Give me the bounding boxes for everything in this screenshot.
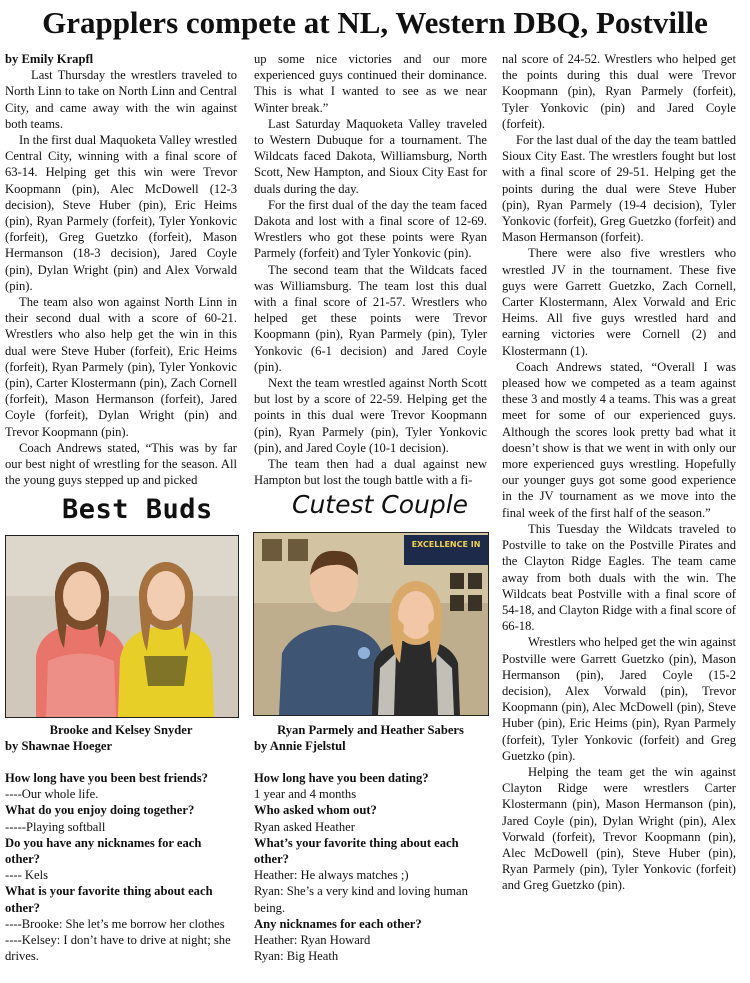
cutest-couple-qa [254,770,487,964]
best-buds-title: Best Buds [62,494,213,525]
article-paragraph: Coach Andrews stated, “Overall I was pleased how we competed as a team against these 3 and mostly 4 a teams. This was a great meet for some of our experienced guys. Although the scores look pretty bad what it doesn’t show is that we went in with only our more experienced guys wrestling. Hopefully our younger guys got some good experience in the JV tournament as we move into the final week of the first half of the season.” [502,359,736,520]
article-paragraph: Next the team wrestled against North Scott but lost by a score of 22-59. Helping get the points in this dual were Trevor Koopmann (pin), Ryan Parmely (pin), Tyler Yonkovic (pin), and Jared Coyle (10-1 decision). [254,376,487,455]
article-column-2 [254,51,487,488]
qa-question: How long have you been best friends? [5,771,208,785]
cutest-couple-byline: by Annie Fjelstul [254,739,346,754]
article-paragraph: The team then had a dual against new Hampton but lost the tough battle with a fi- [254,457,487,488]
article-paragraph: Last Thursday the wrestlers traveled to North Linn to take on North Linn and Central City, and came away with the win against both teams. [5,68,237,131]
qa-question: What is your favorite thing about each other? [5,884,213,915]
best-buds-photo-illustration [6,536,238,717]
article-paragraph: nal score of 24-52. Wrestlers who helped get the points during this dual were Trevor Koopmann (pin), Ryan Parmely (forfeit), Tyler Yonkovic (pin) and Jared Coyle (forfeit). [502,52,736,131]
qa-answer: ----Kelsey: I don’t have to drive at night; she drives. [5,933,231,964]
qa-question: What do you enjoy doing together? [5,803,195,818]
best-buds-caption [5,722,237,754]
qa-answer: ----Brooke: She let’s me borrow her clothes [5,916,225,931]
article-column-3 [502,51,736,894]
article-paragraph: The second team that the Wildcats faced was Williamsburg. The team lost this dual with a final score of 21-57. Wrestlers who helped get these points were Trevor Koopmann (pin), Ryan Parmely (pin), Tyler Yonkovic (6-1 decision) and Jared Coyle (pin). [254,262,487,374]
cutest-couple-photo [253,532,489,716]
banner-text: EXCELLENCE IN [411,540,481,549]
article-paragraph: Helping the team get the win against Clayton Ridge were wrestlers Carter Klostermann (pin), Mason Hermanson (pin), Jared Coyle (pin), Dylan Wright (pin), Alex Vorwald (forfeit), Trevor Koopmann (pin), Alec McDowell (pin), Steve Huber (pin), Ryan Parmely (pin), Tyler Yonkovic (forfeit) and Greg Guetzko (pin). [502,764,736,893]
qa-question: Any nicknames for each other? [254,916,422,931]
article-paragraph: Last Saturday Maquoketa Valley traveled to Western Dubuque for a tournament. The Wildcats faced Dakota, Williamsburg, North Scott, New Hampton, and Sioux City East for duals during the day. [254,116,487,196]
qa-question: Who asked whom out? [254,803,377,818]
qa-answer: 1 year and 4 months [254,787,357,802]
cutest-couple-photo-illustration [254,533,488,715]
qa-answer: Ryan: Big Heath [254,949,339,964]
article-paragraph: Wrestlers who helped get the win against Postville were Garrett Guetzko (pin), Mason Hermanson (pin), Jared Coyle (15-2 decision), Alex Vorwald (pin), Trevor Koopmann (pin), Alec McDowell (pin), Steve Huber (pin), Eric Heims (pin), Ryan Parmely (forfeit), Tyler Yonkovic (forfeit) and Greg Guetzko (pin). [502,635,736,763]
article-paragraph: For the first dual of the day the team faced Dakota and lost with a final score of 12-69. Wrestlers who got these points were Ryan Parmely (forfeit) and Tyler Yonkovic (pin). [254,197,487,261]
qa-answer: ----Our whole life. [5,787,99,802]
qa-answer: ---- Kels [5,868,49,883]
best-buds-byline: by Shawnae Hoeger [5,739,113,754]
qa-answer: Heather: He always matches ;) [254,868,409,883]
best-buds-qa [5,770,237,964]
headline: Grapplers compete at NL, Western DBQ, Postville [42,5,708,40]
article-byline: by Emily Krapfl [5,52,94,66]
cutest-couple-names: Ryan Parmely and Heather Sabers [277,723,464,737]
best-buds-photo [5,535,239,718]
cutest-couple-caption [254,722,487,754]
article-paragraph: This Tuesday the Wildcats traveled to Postville to take on the Postville Pirates and the Clayton Ridge Eagles. The team came away from both duals with the win. The Wildcats beat Postville with a final score of 54-18, and Clayton Ridge with a final score of 66-18. [502,521,736,634]
qa-question: What’s your favorite thing about each other? [254,835,459,867]
article-paragraph: Coach Andrews stated, “This was by far our best night of wrestling for the season. All the young guys stepped up and picked [5,440,237,488]
article-paragraph: There were also five wrestlers who wrestled JV in the tournament. These five guys were Garrett Guetzko, Zach Cornell, Carter Klostermann, Alex Vorwald and Eric Heims. All five guys wrestled hard and earning victories were Cornell (2) and Klostermann (1). [502,246,736,358]
qa-answer: Ryan asked Heather [254,819,355,834]
article-paragraph: The team also won against North Linn in their second dual with a score of 60-21. Wrestlers who also help get the win in this dual were Steve Huber (forfeit), Eric Heims (forfeit), Ryan Parmely (pin), Tyler Yonkovic (pin), Carter Klostermann (pin), Zach Cornell (forfeit), Mason Hermanson (forfeit), Jared Coyle (forfeit), Dylan Wright (pin) and Trevor Koopmann (pin). [5,295,237,439]
qa-answer: -----Playing softball [5,819,106,834]
qa-question: Do you have any nicknames for each other? [5,835,202,867]
article-column-1 [5,51,237,488]
qa-answer: Heather: Ryan Howard [254,933,371,948]
article-paragraph: In the first dual Maquoketa Valley wrestled Central City, winning with a final score of 63-14. Helping get this win were Trevor Koopmann (pin), Alec McDowell (12-3 decision), Steve Huber (pin), Eric Heims (pin), Ryan Parmely (forfeit), Tyler Yonkovic (forfeit), Greg Guetzko (forfeit), Mason Hermanson (18-3 decision), Jared Coyle (pin), Dylan Wright (pin) and Alex Vorwald (pin). [5,133,237,293]
best-buds-names: Brooke and Kelsey Snyder [49,723,193,737]
qa-answer: Ryan: She’s a very kind and loving human being. [254,884,468,915]
article-paragraph: up some nice victories and our more experienced guys continued their dominance. This is what I wanted to see as we near Winter break.” [254,52,487,115]
qa-question: How long have you been dating? [254,771,429,785]
article-paragraph: For the last dual of the day the team battled Sioux City East. The wrestlers fought but lost with a final score of 29-51. Helping get the points during the dual were Steve Huber (pin), Ryan Parmely (19-4 decision), Tyler Yonkovic (forfeit), Greg Guetzko (forfeit) and Mason Hermanson (forfeit). [502,133,736,245]
cutest-couple-title: Cutest Couple [292,490,469,519]
